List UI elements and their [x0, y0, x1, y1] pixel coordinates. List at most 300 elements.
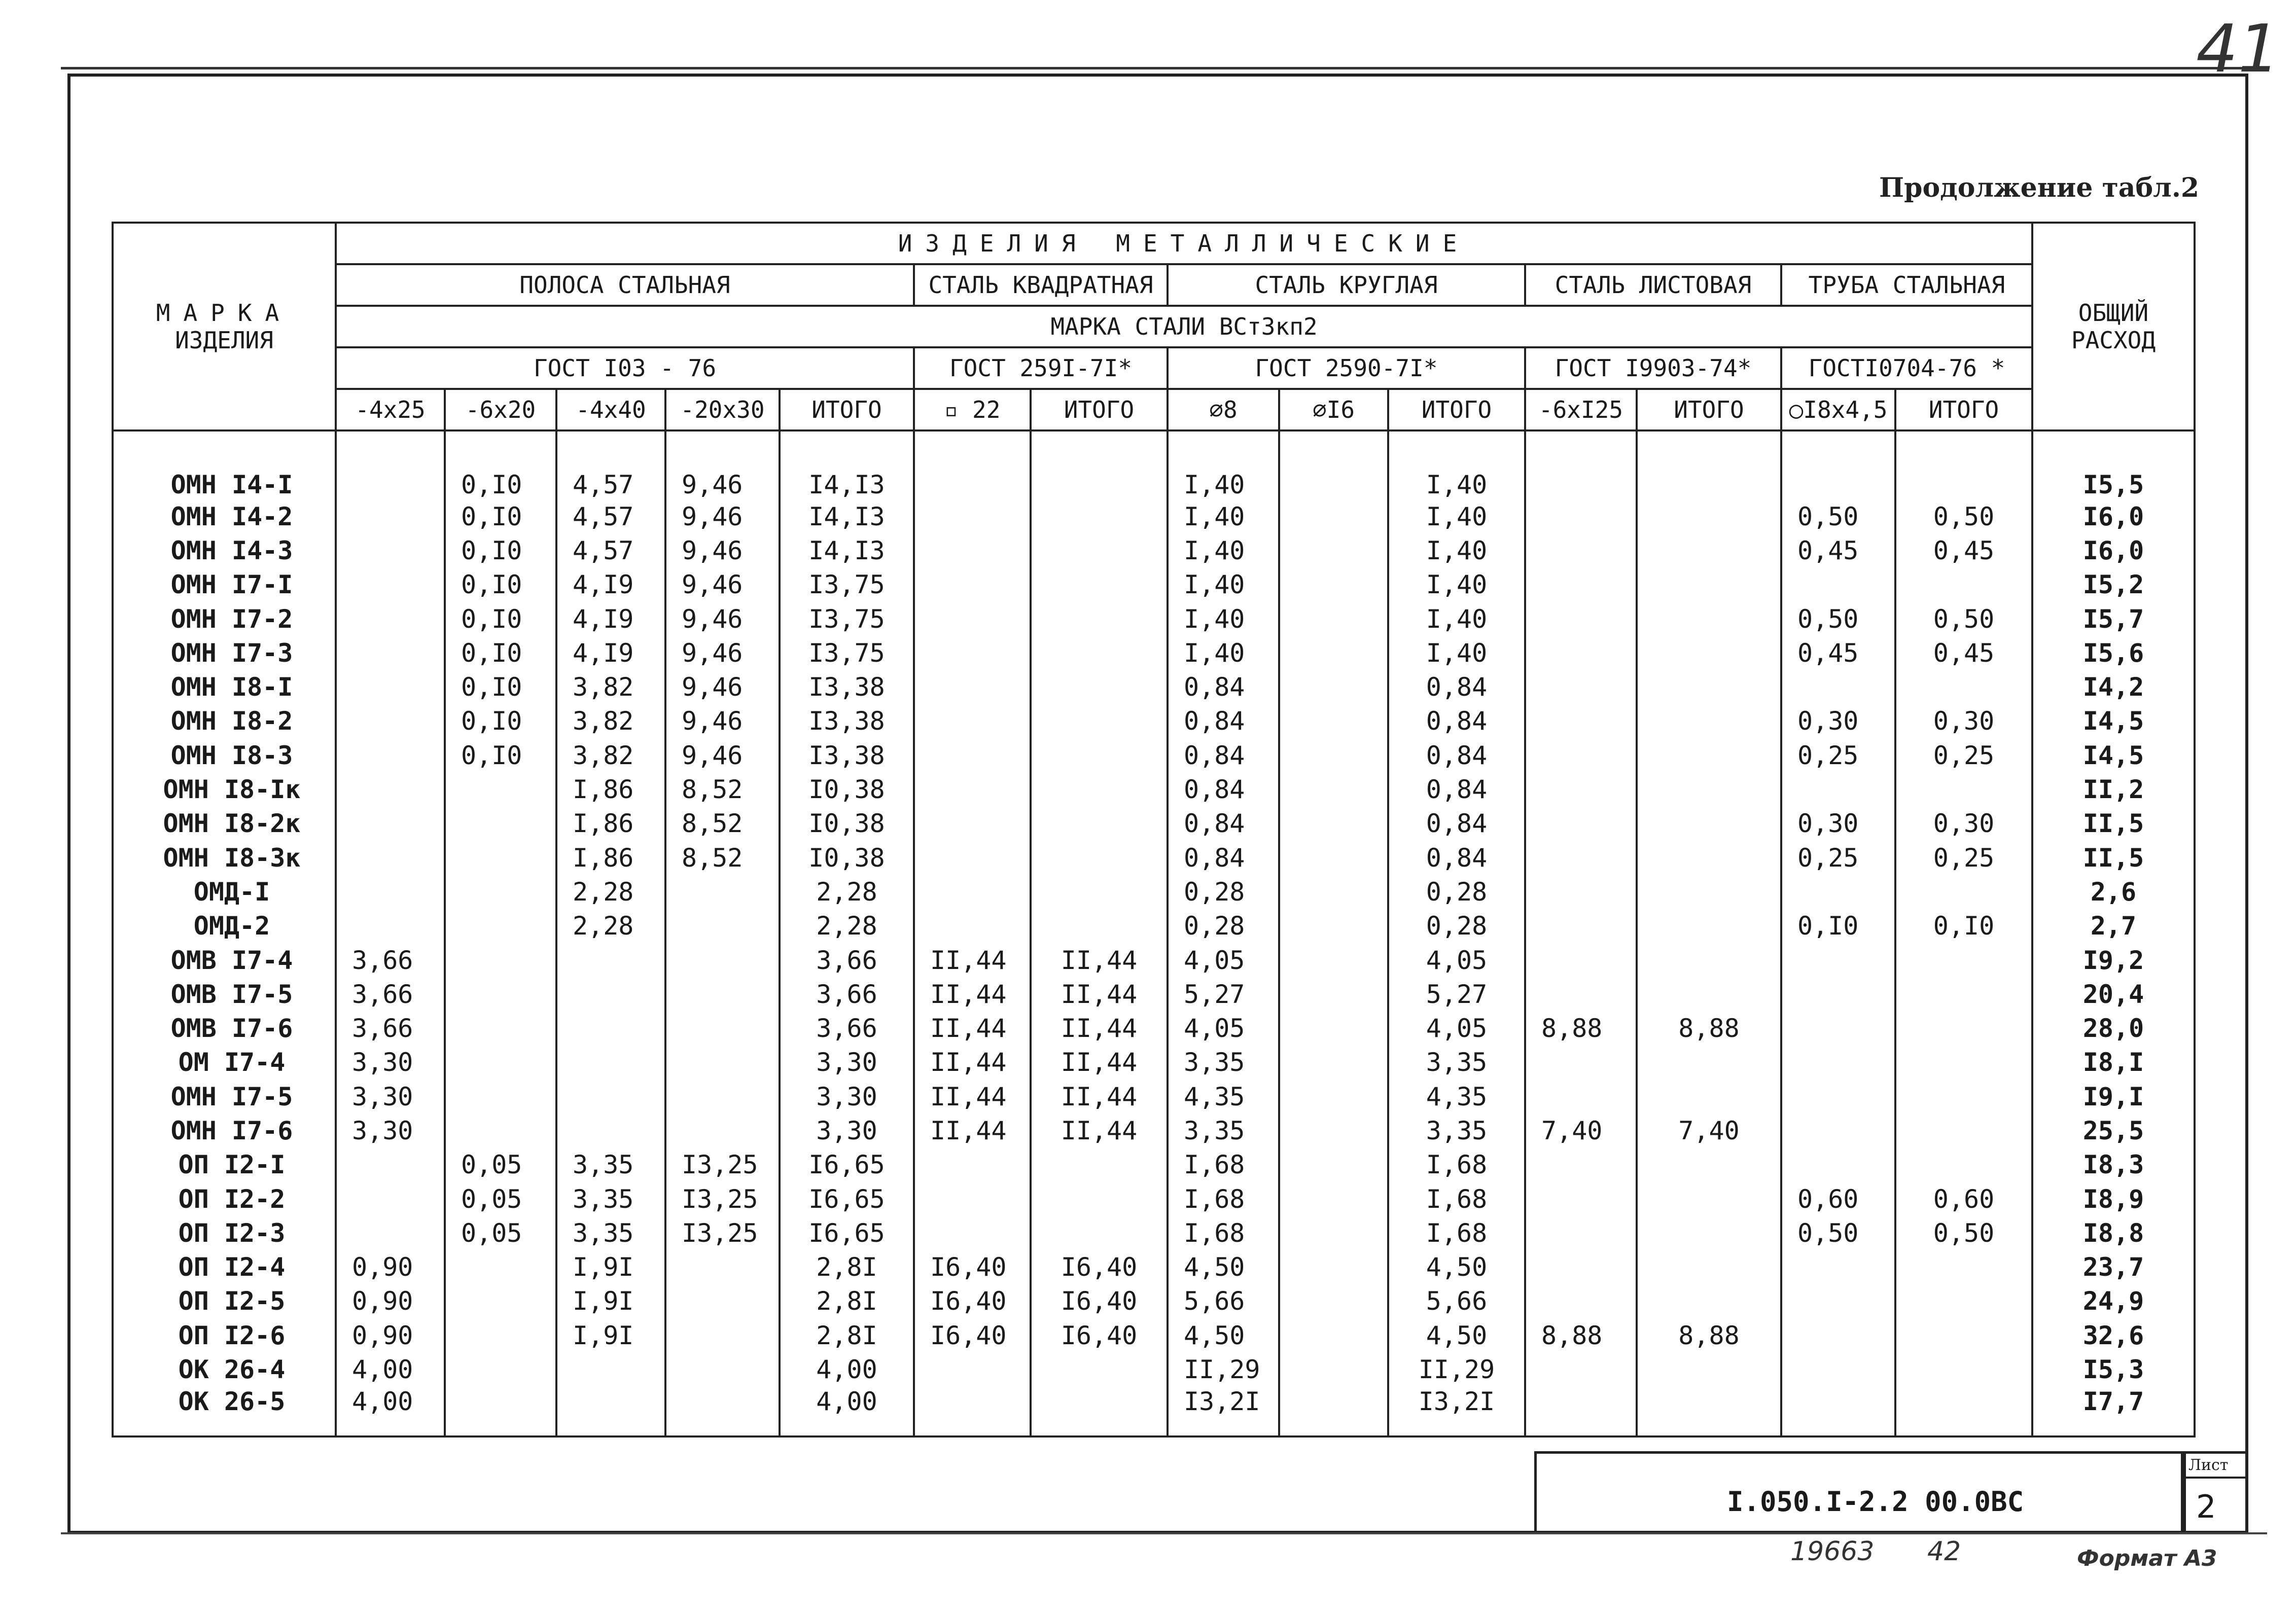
quantity-cell: I,86 [556, 772, 665, 806]
quantity-cell: I,40 [1168, 430, 1279, 499]
table-row [113, 1387, 2195, 1436]
quantity-cell [1895, 1318, 2032, 1352]
quantity-cell [665, 875, 780, 909]
item-mark: ОМВ I7-5 [113, 977, 336, 1011]
column-header: ○I8x4,5 [1781, 389, 1895, 430]
quantity-cell [445, 909, 556, 943]
quantity-cell [1895, 1011, 2032, 1045]
quantity-cell: 5,27 [1168, 977, 1279, 1011]
quantity-cell [1279, 1046, 1388, 1080]
quantity-cell: I3,2I [1168, 1387, 1279, 1436]
quantity-cell: 9,46 [665, 636, 780, 670]
quantity-cell [445, 875, 556, 909]
item-mark: ОМН I7-6 [113, 1113, 336, 1147]
quantity-cell: 0,25 [1781, 738, 1895, 772]
page-number: 41 [2196, 10, 2280, 87]
quantity-cell [1637, 977, 1781, 1011]
quantity-cell [1031, 1182, 1168, 1216]
total-consumption: II,5 [2032, 841, 2195, 875]
quantity-cell [1637, 875, 1781, 909]
quantity-cell [556, 977, 665, 1011]
quantity-cell: 0,60 [1781, 1182, 1895, 1216]
quantity-cell: I6,40 [1031, 1250, 1168, 1284]
quantity-cell [1031, 772, 1168, 806]
quantity-cell [914, 772, 1031, 806]
table-row [113, 738, 2195, 772]
quantity-cell: 0,25 [1895, 841, 2032, 875]
quantity-cell: 0,28 [1388, 909, 1525, 943]
quantity-cell [336, 738, 445, 772]
quantity-cell: 4,I9 [556, 636, 665, 670]
item-mark: ОК 26-5 [113, 1387, 336, 1436]
quantity-cell [1781, 875, 1895, 909]
total-consumption: 2,7 [2032, 909, 2195, 943]
quantity-cell [336, 670, 445, 704]
quantity-cell [665, 1113, 780, 1147]
quantity-cell [1637, 568, 1781, 602]
quantity-cell: I,9I [556, 1284, 665, 1318]
document-code: I.050.I-2.2 00.0ВС [1727, 1486, 2024, 1518]
quantity-cell [1279, 568, 1388, 602]
quantity-cell [1895, 1113, 2032, 1147]
quantity-cell [1525, 977, 1637, 1011]
quantity-cell: I6,40 [1031, 1318, 1168, 1352]
quantity-cell [1895, 977, 2032, 1011]
quantity-cell [1781, 430, 1895, 499]
quantity-cell: I,68 [1388, 1182, 1525, 1216]
column-header: ▫ 22 [914, 389, 1031, 430]
mark-header: МАРКА ИЗДЕЛИЯ [113, 223, 336, 430]
quantity-cell: 3,30 [780, 1080, 914, 1113]
quantity-cell: I,40 [1168, 636, 1279, 670]
quantity-cell: 8,88 [1637, 1011, 1781, 1045]
quantity-cell [1279, 1318, 1388, 1352]
quantity-cell [336, 568, 445, 602]
quantity-cell: 0,25 [1895, 738, 2032, 772]
quantity-cell: 3,30 [336, 1113, 445, 1147]
total-consumption: I8,3 [2032, 1148, 2195, 1182]
table-row [113, 1182, 2195, 1216]
quantity-cell [445, 1387, 556, 1436]
quantity-cell [1031, 1216, 1168, 1250]
quantity-cell: 4,00 [336, 1387, 445, 1436]
quantity-cell: I,40 [1388, 568, 1525, 602]
quantity-cell [1031, 499, 1168, 533]
category-pipe: ТРУБА СТАЛЬНАЯ [1781, 264, 2032, 306]
quantity-cell: 3,66 [336, 943, 445, 977]
quantity-cell: II,44 [914, 1011, 1031, 1045]
table-row [113, 1046, 2195, 1080]
quantity-cell [1031, 909, 1168, 943]
quantity-cell [665, 1046, 780, 1080]
quantity-cell [1637, 1182, 1781, 1216]
quantity-cell [556, 1046, 665, 1080]
quantity-cell [1525, 1250, 1637, 1284]
quantity-cell: 0,90 [336, 1250, 445, 1284]
quantity-cell: 0,30 [1895, 807, 2032, 841]
quantity-cell [1781, 1148, 1895, 1182]
quantity-cell [914, 909, 1031, 943]
quantity-cell [336, 704, 445, 738]
quantity-cell: 0,50 [1781, 602, 1895, 636]
quantity-cell [1279, 875, 1388, 909]
quantity-cell: 3,30 [336, 1080, 445, 1113]
quantity-cell [1895, 1148, 2032, 1182]
quantity-cell: 4,57 [556, 533, 665, 567]
quantity-cell: 3,30 [780, 1046, 914, 1080]
sheet-label: Лист [2188, 1456, 2229, 1474]
quantity-cell: 4,05 [1388, 943, 1525, 977]
table-row [113, 1284, 2195, 1318]
quantity-cell: II,44 [1031, 1113, 1168, 1147]
quantity-cell [1637, 772, 1781, 806]
quantity-cell [445, 1046, 556, 1080]
category-sheet: СТАЛЬ ЛИСТОВАЯ [1525, 264, 1781, 306]
quantity-cell [1279, 670, 1388, 704]
quantity-cell [1637, 1250, 1781, 1284]
quantity-cell [556, 1113, 665, 1147]
quantity-cell [1637, 807, 1781, 841]
quantity-cell: II,29 [1388, 1352, 1525, 1386]
quantity-cell [1525, 909, 1637, 943]
quantity-cell: 4,00 [780, 1352, 914, 1386]
quantity-cell [1637, 670, 1781, 704]
quantity-cell [1525, 841, 1637, 875]
quantity-cell [1031, 1387, 1168, 1436]
quantity-cell [1279, 807, 1388, 841]
quantity-cell [1781, 1011, 1895, 1045]
standard-pipe: ГОСТI0704-76 * [1781, 347, 2032, 389]
item-mark: ОМН I8-Iк [113, 772, 336, 806]
quantity-cell [336, 499, 445, 533]
quantity-cell: 3,35 [1388, 1113, 1525, 1147]
quantity-cell [1279, 1011, 1388, 1045]
quantity-cell: 2,8I [780, 1318, 914, 1352]
quantity-cell: 0,I0 [445, 670, 556, 704]
format-label: Формат А3 [2077, 1546, 2217, 1571]
quantity-cell [1279, 1250, 1388, 1284]
quantity-cell: 4,35 [1388, 1080, 1525, 1113]
item-mark: ОП I2-3 [113, 1216, 336, 1250]
total-consumption: 25,5 [2032, 1113, 2195, 1147]
table-row [113, 602, 2195, 636]
quantity-cell [1279, 738, 1388, 772]
quantity-cell [445, 1318, 556, 1352]
quantity-cell [914, 670, 1031, 704]
continuation-label: Продолжение табл.2 [1879, 172, 2200, 203]
quantity-cell: I,40 [1388, 636, 1525, 670]
quantity-cell [1895, 875, 2032, 909]
category-strip: ПОЛОСА СТАЛЬНАЯ [336, 264, 914, 306]
quantity-cell [1031, 704, 1168, 738]
quantity-cell: 0,45 [1895, 533, 2032, 567]
quantity-cell: I3,75 [780, 568, 914, 602]
quantity-cell [1637, 533, 1781, 567]
quantity-cell [445, 1011, 556, 1045]
quantity-cell: II,44 [914, 1080, 1031, 1113]
quantity-cell: 0,84 [1388, 704, 1525, 738]
column-header: ИТОГО [1637, 389, 1781, 430]
quantity-cell [556, 1352, 665, 1386]
quantity-cell: 9,46 [665, 738, 780, 772]
quantity-cell [1525, 943, 1637, 977]
quantity-cell: 0,50 [1895, 602, 2032, 636]
quantity-cell: 4,05 [1168, 943, 1279, 977]
quantity-cell [665, 909, 780, 943]
total-consumption: II,5 [2032, 807, 2195, 841]
quantity-cell [1637, 636, 1781, 670]
quantity-cell: 0,84 [1388, 670, 1525, 704]
quantity-cell: I,68 [1388, 1148, 1525, 1182]
item-mark: ОМН I8-I [113, 670, 336, 704]
quantity-cell [1895, 943, 2032, 977]
sheet-number: 2 [2196, 1488, 2216, 1525]
quantity-cell: 0,50 [1781, 499, 1895, 533]
table-row [113, 807, 2195, 841]
quantity-cell: II,44 [914, 977, 1031, 1011]
quantity-cell: 0,28 [1388, 875, 1525, 909]
quantity-cell: 4,05 [1388, 1011, 1525, 1045]
total-consumption: 2,6 [2032, 875, 2195, 909]
quantity-cell [1279, 943, 1388, 977]
column-header: ИТОГО [1388, 389, 1525, 430]
quantity-cell [336, 875, 445, 909]
quantity-cell [914, 1352, 1031, 1386]
quantity-cell: 0,90 [336, 1284, 445, 1318]
quantity-cell: 4,50 [1388, 1318, 1525, 1352]
quantity-cell [1895, 670, 2032, 704]
quantity-cell [1781, 1284, 1895, 1318]
frame-top-line [61, 67, 2267, 69]
quantity-cell [1637, 1284, 1781, 1318]
quantity-cell: 0,I0 [445, 533, 556, 567]
quantity-cell: I3,38 [780, 704, 914, 738]
quantity-cell: 3,30 [780, 1113, 914, 1147]
item-mark: ОМН I7-3 [113, 636, 336, 670]
total-consumption: I4,5 [2032, 704, 2195, 738]
quantity-cell [1525, 430, 1637, 499]
quantity-cell: 3,82 [556, 670, 665, 704]
quantity-cell [556, 1011, 665, 1045]
quantity-cell [1895, 430, 2032, 499]
quantity-cell [1279, 499, 1388, 533]
column-header: -6x20 [445, 389, 556, 430]
quantity-cell [1637, 1216, 1781, 1250]
quantity-cell: 3,66 [780, 1011, 914, 1045]
quantity-cell: I0,38 [780, 772, 914, 806]
category-square: СТАЛЬ КВАДРАТНАЯ [914, 264, 1168, 306]
quantity-cell: 4,35 [1168, 1080, 1279, 1113]
quantity-cell [1279, 533, 1388, 567]
quantity-cell [1781, 1250, 1895, 1284]
quantity-cell: 0,90 [336, 1318, 445, 1352]
item-mark: ОМН I4-2 [113, 499, 336, 533]
quantity-cell [1031, 841, 1168, 875]
quantity-cell: 4,00 [780, 1387, 914, 1436]
quantity-cell: 0,84 [1388, 772, 1525, 806]
total-consumption: I4,5 [2032, 738, 2195, 772]
total-consumption: 28,0 [2032, 1011, 2195, 1045]
standard-sheet: ГОСТ I9903-74* [1525, 347, 1781, 389]
quantity-cell [665, 1318, 780, 1352]
quantity-cell: I0,38 [780, 841, 914, 875]
quantity-cell [1781, 1113, 1895, 1147]
quantity-cell [1637, 738, 1781, 772]
quantity-cell [336, 841, 445, 875]
quantity-cell: 0,60 [1895, 1182, 2032, 1216]
quantity-cell [336, 533, 445, 567]
quantity-cell [1279, 1080, 1388, 1113]
quantity-cell [1637, 499, 1781, 533]
quantity-cell: 2,28 [780, 909, 914, 943]
quantity-cell: 0,84 [1168, 738, 1279, 772]
quantity-cell: II,44 [914, 1113, 1031, 1147]
quantity-cell: I,40 [1388, 602, 1525, 636]
quantity-cell [1525, 499, 1637, 533]
quantity-cell: 0,84 [1168, 841, 1279, 875]
quantity-cell: 4,I9 [556, 602, 665, 636]
table-row [113, 943, 2195, 977]
table-row [113, 1318, 2195, 1352]
quantity-cell [1895, 1284, 2032, 1318]
quantity-cell: 9,46 [665, 704, 780, 738]
quantity-cell [336, 430, 445, 499]
table-row [113, 533, 2195, 567]
total-consumption: 32,6 [2032, 1318, 2195, 1352]
quantity-cell: 5,27 [1388, 977, 1525, 1011]
total-consumption: I9,I [2032, 1080, 2195, 1113]
quantity-cell: 0,I0 [445, 568, 556, 602]
item-mark: ОП I2-5 [113, 1284, 336, 1318]
quantity-cell [1279, 977, 1388, 1011]
table-row [113, 772, 2195, 806]
quantity-cell [556, 1080, 665, 1113]
quantity-cell [1781, 977, 1895, 1011]
quantity-cell [914, 1216, 1031, 1250]
table-row [113, 430, 2195, 499]
quantity-cell [665, 1387, 780, 1436]
quantity-cell [1525, 636, 1637, 670]
table-row [113, 568, 2195, 602]
quantity-cell [445, 807, 556, 841]
quantity-cell: I3,25 [665, 1182, 780, 1216]
quantity-cell [914, 738, 1031, 772]
quantity-cell [1279, 704, 1388, 738]
quantity-cell [1031, 430, 1168, 499]
quantity-cell: 9,46 [665, 568, 780, 602]
quantity-cell: 0,28 [1168, 909, 1279, 943]
total-consumption: 24,9 [2032, 1284, 2195, 1318]
quantity-cell: 8,88 [1525, 1318, 1637, 1352]
table-row [113, 1148, 2195, 1182]
column-header: -20x30 [665, 389, 780, 430]
quantity-cell [1637, 1080, 1781, 1113]
quantity-cell: I,40 [1168, 602, 1279, 636]
quantity-cell: 0,50 [1895, 1216, 2032, 1250]
quantity-cell: 4,05 [1168, 1011, 1279, 1045]
quantity-cell [1279, 1352, 1388, 1386]
quantity-cell: 4,57 [556, 499, 665, 533]
quantity-cell: 7,40 [1637, 1113, 1781, 1147]
quantity-cell: 0,I0 [1781, 909, 1895, 943]
column-header: ⌀I6 [1279, 389, 1388, 430]
quantity-cell [336, 1148, 445, 1182]
table-row [113, 1011, 2195, 1045]
table-row [113, 499, 2195, 533]
quantity-cell [1525, 807, 1637, 841]
item-mark: ОМН I8-3 [113, 738, 336, 772]
quantity-cell: I,68 [1168, 1182, 1279, 1216]
quantity-cell [1637, 1046, 1781, 1080]
total-consumption: I5,3 [2032, 1352, 2195, 1386]
quantity-cell: II,44 [1031, 1046, 1168, 1080]
quantity-cell: 0,I0 [445, 636, 556, 670]
quantity-cell: I,40 [1168, 499, 1279, 533]
quantity-cell [1031, 1352, 1168, 1386]
total-consumption: 20,4 [2032, 977, 2195, 1011]
quantity-cell: 0,I0 [445, 499, 556, 533]
quantity-cell [1525, 1387, 1637, 1436]
item-mark: ОМН I8-2к [113, 807, 336, 841]
quantity-cell [665, 977, 780, 1011]
quantity-cell: 9,46 [665, 533, 780, 567]
standard-square: ГОСТ 259I-7I* [914, 347, 1168, 389]
quantity-cell [1031, 875, 1168, 909]
quantity-cell: 3,82 [556, 738, 665, 772]
quantity-cell: 3,66 [336, 977, 445, 1011]
quantity-cell: 2,8I [780, 1284, 914, 1318]
quantity-cell: I6,65 [780, 1182, 914, 1216]
quantity-cell: 0,45 [1781, 533, 1895, 567]
quantity-cell: 4,00 [336, 1352, 445, 1386]
total-consumption: I8,I [2032, 1046, 2195, 1080]
quantity-cell: 4,50 [1388, 1250, 1525, 1284]
quantity-cell [1637, 1352, 1781, 1386]
quantity-cell: 3,35 [1168, 1046, 1279, 1080]
table-row [113, 704, 2195, 738]
column-header: -4x40 [556, 389, 665, 430]
quantity-cell [1637, 909, 1781, 943]
quantity-cell [336, 636, 445, 670]
quantity-cell: I4,I3 [780, 533, 914, 567]
quantity-cell [336, 602, 445, 636]
quantity-cell: 8,52 [665, 807, 780, 841]
quantity-cell [1279, 1148, 1388, 1182]
quantity-cell [1781, 1318, 1895, 1352]
quantity-cell [1525, 670, 1637, 704]
quantity-cell [1031, 738, 1168, 772]
quantity-cell: I,40 [1388, 533, 1525, 567]
total-consumption: I8,8 [2032, 1216, 2195, 1250]
column-header: ⌀8 [1168, 389, 1279, 430]
table-row [113, 1250, 2195, 1284]
quantity-cell [1895, 568, 2032, 602]
quantity-cell: 0,05 [445, 1148, 556, 1182]
quantity-cell: I,40 [1168, 533, 1279, 567]
quantity-cell: 0,05 [445, 1182, 556, 1216]
item-mark: ОМД-2 [113, 909, 336, 943]
quantity-cell [445, 1080, 556, 1113]
quantity-cell [914, 704, 1031, 738]
quantity-cell [445, 1352, 556, 1386]
quantity-cell [1637, 1387, 1781, 1436]
quantity-cell [556, 943, 665, 977]
item-mark: ОК 26-4 [113, 1352, 336, 1386]
quantity-cell: 3,30 [336, 1046, 445, 1080]
quantity-cell [445, 772, 556, 806]
quantity-cell: 3,35 [1388, 1046, 1525, 1080]
quantity-cell [1637, 430, 1781, 499]
